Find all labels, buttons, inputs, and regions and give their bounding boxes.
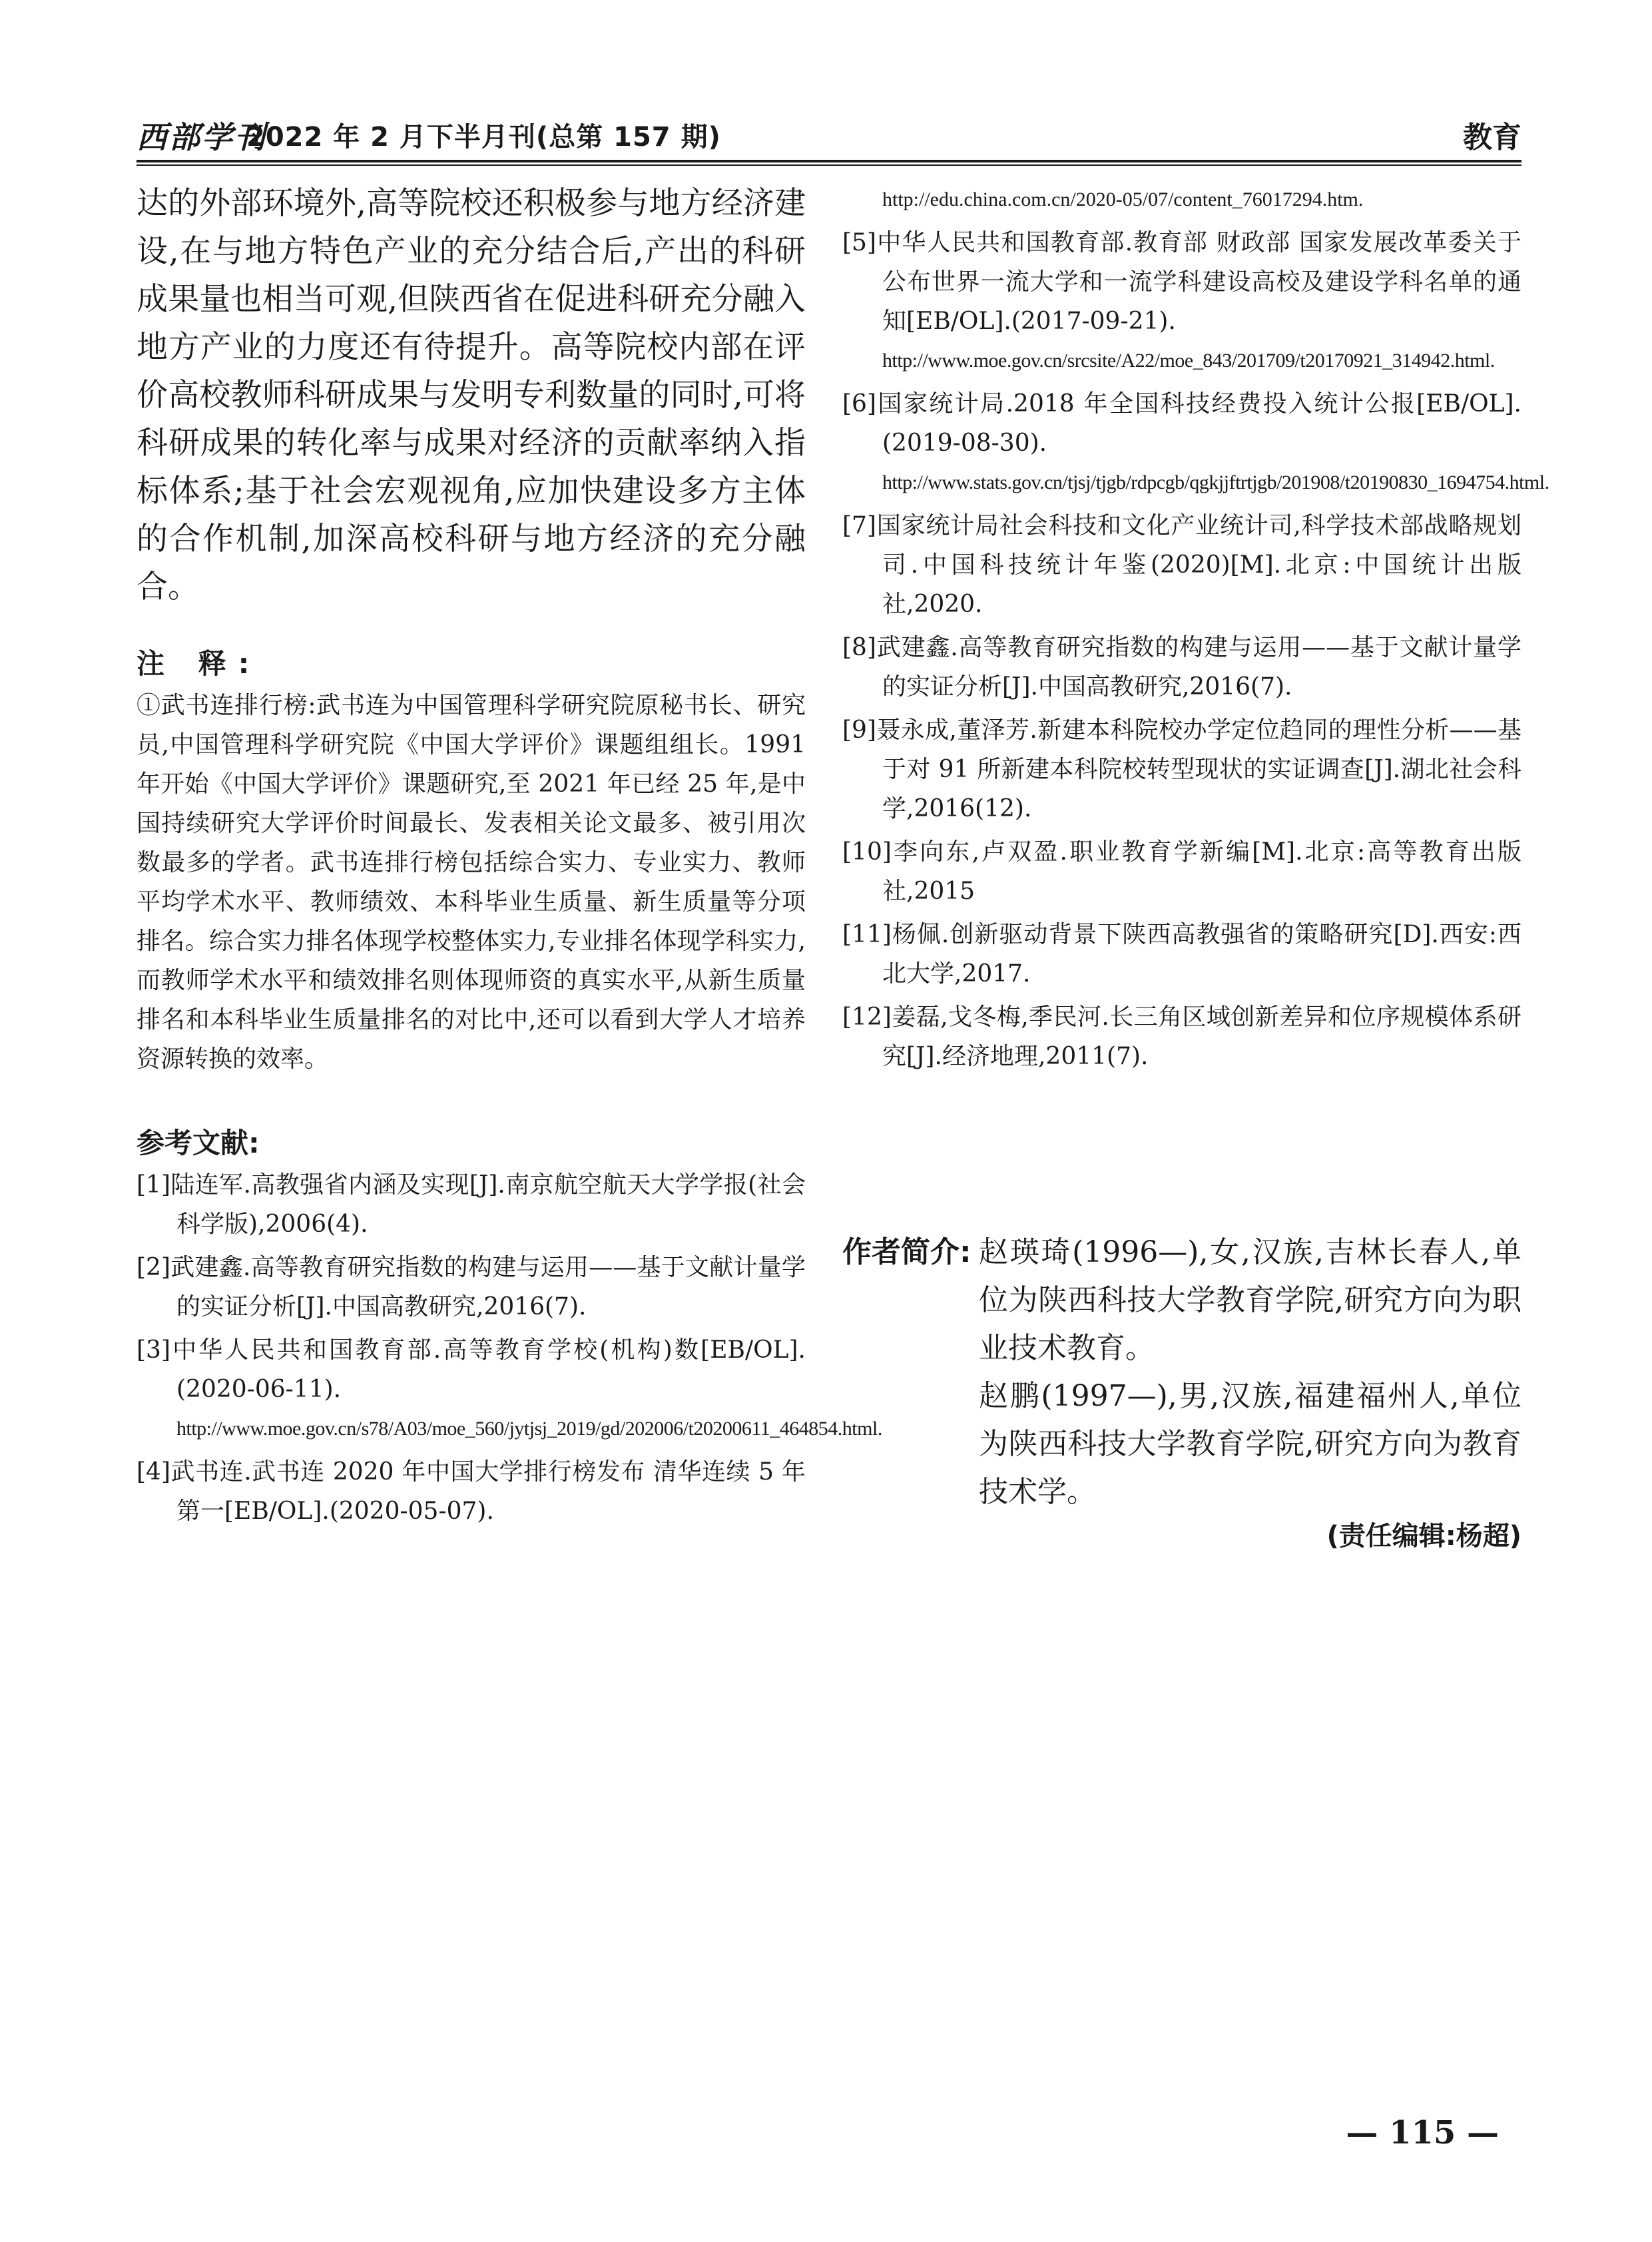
reference-text: [9]聂永成,董泽芳.新建本科院校办学定位趋同的理性分析——基于对 91 所新建本科院校转型现状的实证调查[J].湖北社会科学,2016(12). bbox=[842, 716, 1521, 822]
reference-text: [12]姜磊,戈冬梅,季民河.长三角区域创新差异和位序规模体系研究[J].经济地理,2011(7). bbox=[842, 1003, 1521, 1070]
page-number: — 115 — bbox=[1346, 2114, 1499, 2151]
body-text bbox=[137, 180, 806, 611]
reference-item bbox=[137, 1330, 882, 1448]
reference-item bbox=[842, 628, 1521, 706]
reference-text: [6]国家统计局.2018 年全国科技经费投入统计公报[EB/OL].(2019-08-30). bbox=[842, 390, 1521, 457]
reference-url[interactable]: http://www.stats.gov.cn/tjsj/tjgb/rdpcgb/qgkjjftrtjgb/201908/t20190830_1694754.html. bbox=[882, 471, 1549, 493]
notes-heading: 注 释: bbox=[137, 647, 262, 680]
header-rule-thin bbox=[137, 164, 1521, 166]
reference-item bbox=[842, 506, 1521, 624]
reference-url[interactable]: http://www.moe.gov.cn/srcsite/A22/moe_843/201709/t20170921_314942.html. bbox=[882, 350, 1495, 372]
reference-item bbox=[842, 832, 1521, 911]
reference-text: [8]武建鑫.高等教育研究指数的构建与运用——基于文献计量学的实证分析[J].中国高教研究,2016(7). bbox=[842, 634, 1521, 701]
note-item: ①武书连排行榜:武书连为中国管理科学研究院原秘书长、研究员,中国管理科学研究院《中国大学评价》课题组组长。1991 年开始《中国大学评价》课题研究,至 2021 年已经 25 年,是中国持续研究大学评价时间最长、发表相关论文最多、被引用次数最多的学者。武书连排行榜包括综合实力、专业实力、教师平均学术水平、教师绩效、本科毕业生质量、新生质量等分项排名。综合实力排名体现学校整体实力,专业排名体现学科实力,而教师学术水平和绩效排名则体现师资的真实水平,从新生质量排名和本科毕业生质量排名的对比中,还可以看到大学人才培养资源转换的效率。 bbox=[137, 692, 806, 1073]
reference-item bbox=[842, 710, 1521, 828]
reference-item bbox=[137, 1452, 806, 1531]
header-rule bbox=[137, 160, 1521, 162]
reference-text: [3]中华人民共和国教育部.高等教育学校(机构)数[EB/OL].(2020-06-11). bbox=[137, 1336, 806, 1403]
reference-text: [11]杨佩.创新驱动背景下陕西高教强省的策略研究[D].西安:西北大学,2017. bbox=[842, 921, 1521, 987]
issue-info: 2022 年 2 月下半月刊(总第 157 期) bbox=[246, 122, 721, 152]
reference-url[interactable]: http://www.moe.gov.cn/s78/A03/moe_560/jytjsj_2019/gd/202006/t20200611_464854.html. bbox=[176, 1418, 882, 1440]
reference-text: [4]武书连.武书连 2020 年中国大学排行榜发布 清华连续 5 年第一[EB/OL].(2020-05-07). bbox=[137, 1458, 806, 1525]
reference-url[interactable]: http://edu.china.com.cn/2020-05/07/content_76017294.htm. bbox=[882, 188, 1364, 210]
reference-item bbox=[842, 223, 1521, 380]
reference-text: [5]中华人民共和国教育部.教育部 财政部 国家发展改革委关于公布世界一流大学和一流学科建设高校及建设学科名单的通知[EB/OL].(2017-09-21). bbox=[842, 229, 1521, 335]
reference-text: [2]武建鑫.高等教育研究指数的构建与运用——基于文献计量学的实证分析[J].中国高教研究,2016(7). bbox=[137, 1254, 806, 1320]
reference-item bbox=[842, 384, 1549, 502]
journal-logo: 西部学刊 bbox=[137, 119, 267, 155]
right-column bbox=[842, 180, 1549, 1080]
reference-item bbox=[842, 915, 1521, 993]
author-intro-body bbox=[979, 1229, 1521, 1516]
left-column bbox=[137, 180, 882, 1535]
reference-item bbox=[137, 1165, 806, 1244]
body-paragraph: 达的外部环境外,高等院校还积极参与地方经济建设,在与地方特色产业的充分结合后,产出的科研成果量也相当可观,但陕西省在促进科研充分融入地方产业的力度还有待提升。高等院校内部在评价高校教师科研成果与发明专利数量的同时,可将科研成果的转化率与成果对经济的贡献率纳入指标体系;基于社会宏观视角,应加快建设多方主体的合作机制,加深高校科研与地方经济的充分融合。 bbox=[137, 185, 806, 605]
editor-credit: (责任编辑:杨超) bbox=[1326, 1521, 1521, 1551]
reference-text: [7]国家统计局社会科技和文化产业统计司,科学技术部战略规划司.中国科技统计年鉴(2020)[M].北京:中国统计出版社,2020. bbox=[842, 512, 1521, 618]
reference-text: [10]李向东,卢双盈.职业教育学新编[M].北京:高等教育出版社,2015 bbox=[842, 838, 1521, 905]
section-label: 教育 bbox=[1463, 121, 1521, 154]
author-paragraph: 赵瑛琦(1996—),女,汉族,吉林长春人,单位为陕西科技大学教育学院,研究方向为职业技术教育。 bbox=[979, 1235, 1521, 1365]
author-intro-label: 作者简介: bbox=[842, 1235, 971, 1269]
references-heading: 参考文献: bbox=[137, 1127, 260, 1159]
reference-item bbox=[842, 997, 1521, 1076]
author-paragraph: 赵鹏(1997—),男,汉族,福建福州人,单位为陕西科技大学教育学院,研究方向为教育技术学。 bbox=[979, 1379, 1521, 1509]
note-list bbox=[137, 686, 806, 1079]
reference-item bbox=[137, 1248, 806, 1326]
page-header bbox=[137, 113, 1521, 160]
reference-text: [1]陆连军.高教强省内涵及实现[J].南京航空航天大学学报(社会科学版),2006(4). bbox=[137, 1171, 806, 1238]
